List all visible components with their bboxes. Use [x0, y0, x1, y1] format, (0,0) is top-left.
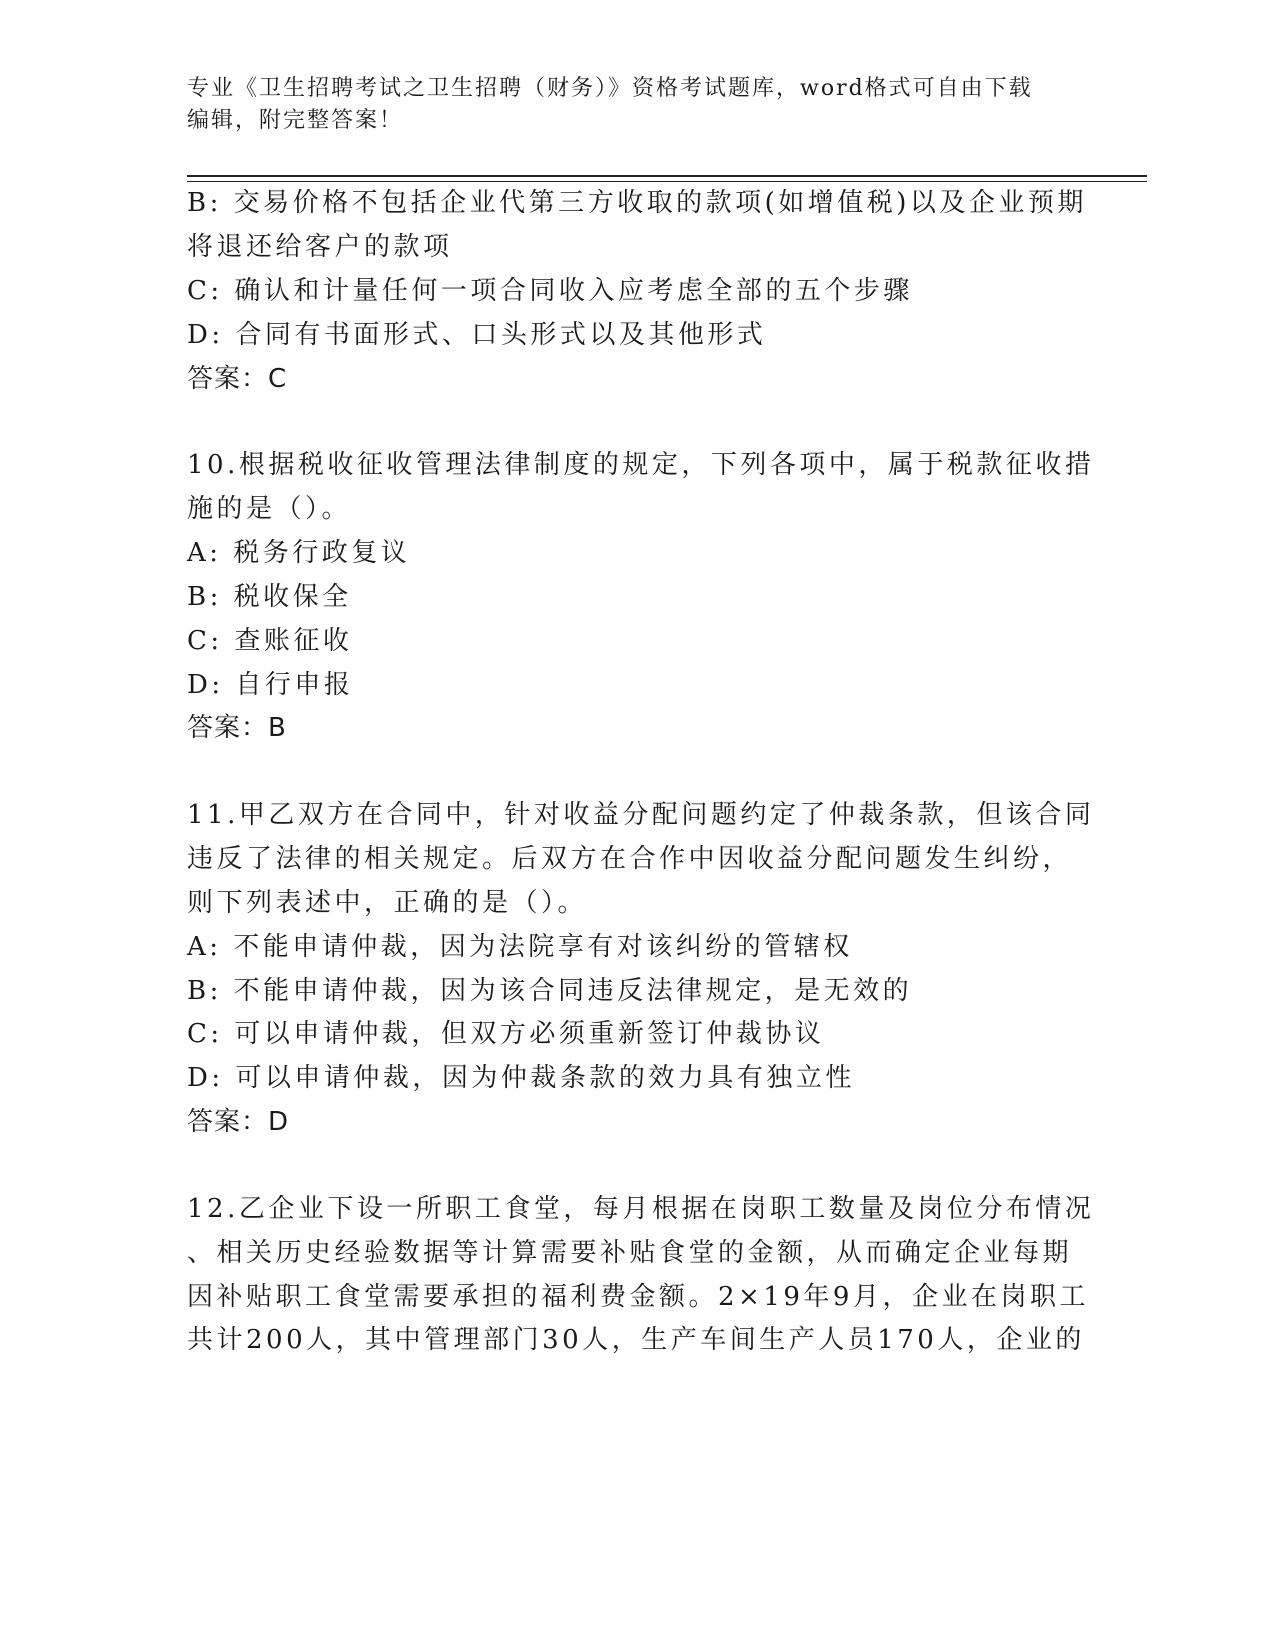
q11-stem-line-3: 则下列表述中，正确的是（）。: [187, 888, 588, 918]
q10-option-d: D: 自行申报: [187, 670, 354, 700]
q12-stem-line-1: 12.乙企业下设一所职工食堂，每月根据在岗职工数量及岗位分布情况: [187, 1194, 1095, 1224]
q11-stem-line-2: 违反了法律的相关规定。后双方在合作中因收益分配问题发生纠纷，: [187, 844, 1073, 874]
prev-option-b-line-1: B: 交易价格不包括企业代第三方收取的款项(如增值税)以及企业预期: [187, 188, 1087, 218]
q11-stem-line-1: 11.甲乙双方在合同中，针对收益分配问题约定了仲裁条款，但该合同: [187, 800, 1095, 830]
q11-answer: 答案：D: [187, 1107, 290, 1137]
header-line-2: 编辑，附完整答案！: [187, 108, 404, 133]
prev-option-c: C: 确认和计量任何一项合同收入应考虑全部的五个步骤: [187, 276, 913, 306]
q11-option-c: C: 可以申请仲裁，但双方必须重新签订仲裁协议: [187, 1019, 825, 1049]
q12-stem-line-4: 共计200人，其中管理部门30人，生产车间生产人员170人，企业的: [187, 1325, 1085, 1355]
q10-option-b: B: 税收保全: [187, 582, 352, 612]
prev-answer: 答案：C: [187, 364, 288, 394]
q11-option-b: B: 不能申请仲裁，因为该合同违反法律规定，是无效的: [187, 976, 913, 1006]
q10-option-a: A: 税务行政复议: [187, 538, 411, 568]
q12-stem-line-3: 因补贴职工食堂需要承担的福利费金额。2×19年9月，企业在岗职工: [187, 1282, 1089, 1312]
header-rule-thin: [187, 181, 1147, 182]
q12-stem-line-2: 、相关历史经验数据等计算需要补贴食堂的金额，从而确定企业每期: [187, 1238, 1073, 1268]
q11-option-a: A: 不能申请仲裁，因为法院享有对该纠纷的管辖权: [187, 932, 853, 962]
prev-option-d: D: 合同有书面形式、口头形式以及其他形式: [187, 320, 767, 350]
prev-option-b-line-2: 将退还给客户的款项: [187, 232, 453, 262]
document-header: [187, 73, 1087, 137]
q10-option-c: C: 查账征收: [187, 626, 353, 656]
header-rule-thick: [187, 175, 1147, 177]
header-line-1: 专业《卫生招聘考试之卫生招聘（财务）》资格考试题库，word格式可自由下载: [187, 76, 1033, 101]
q10-stem-line-2: 施的是（）。: [187, 494, 352, 524]
q11-option-d: D: 可以申请仲裁，因为仲裁条款的效力具有独立性: [187, 1063, 855, 1093]
q10-answer: 答案：B: [187, 713, 287, 743]
q10-stem-line-1: 10.根据税收征收管理法律制度的规定，下列各项中，属于税款征收措: [187, 450, 1095, 480]
